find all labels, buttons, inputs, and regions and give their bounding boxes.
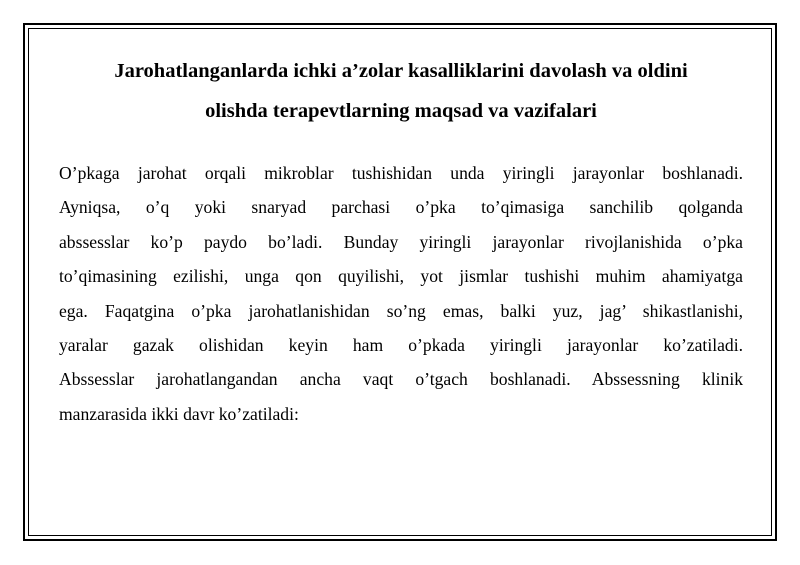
paragraph-line-3: abssesslar ko’p paydo bo’ladi. Bunday yiringli jarayonlar rivojlanishida o’pka bbox=[59, 231, 743, 252]
paragraph-line-7: Abssesslar jarohatlangandan ancha vaqt o’tgach boshlanadi. Abssessning klinik bbox=[59, 369, 743, 390]
paragraph-line-2: Ayniqsa, o’q yoki snaryad parchasi o’pka to’qimasiga sanchilib qolganda bbox=[59, 197, 743, 218]
paragraph-line-5: ega. Faqatgina o’pka jarohatlanishidan so’ng emas, balki yuz, jag’ shikastlanishi, bbox=[59, 300, 743, 321]
page-border-outer bbox=[23, 23, 777, 541]
title-line-1: Jarohatlanganlarda ichki a’zolar kasalliklarini davolash va oldini bbox=[114, 60, 688, 82]
title-line-2: olishda terapevtlarning maqsad va vazifalari bbox=[205, 100, 597, 122]
page-border-inner bbox=[28, 28, 772, 536]
paragraph-line-8: manzarasida ikki davr ko’zatiladi: bbox=[59, 403, 299, 424]
document-title bbox=[59, 51, 743, 131]
document-content bbox=[59, 51, 743, 431]
paragraph-line-4: to’qimasining ezilishi, unga qon quyilishi, yot jismlar tushishi muhim ahamiyatga bbox=[59, 266, 743, 287]
body-paragraph bbox=[59, 156, 743, 431]
paragraph-line-6: yaralar gazak olishidan keyin ham o’pkada yiringli jarayonlar ko’zatiladi. bbox=[59, 335, 743, 356]
paragraph-line-1: O’pkaga jarohat orqali mikroblar tushishidan unda yiringli jarayonlar boshlanadi. bbox=[59, 163, 743, 183]
